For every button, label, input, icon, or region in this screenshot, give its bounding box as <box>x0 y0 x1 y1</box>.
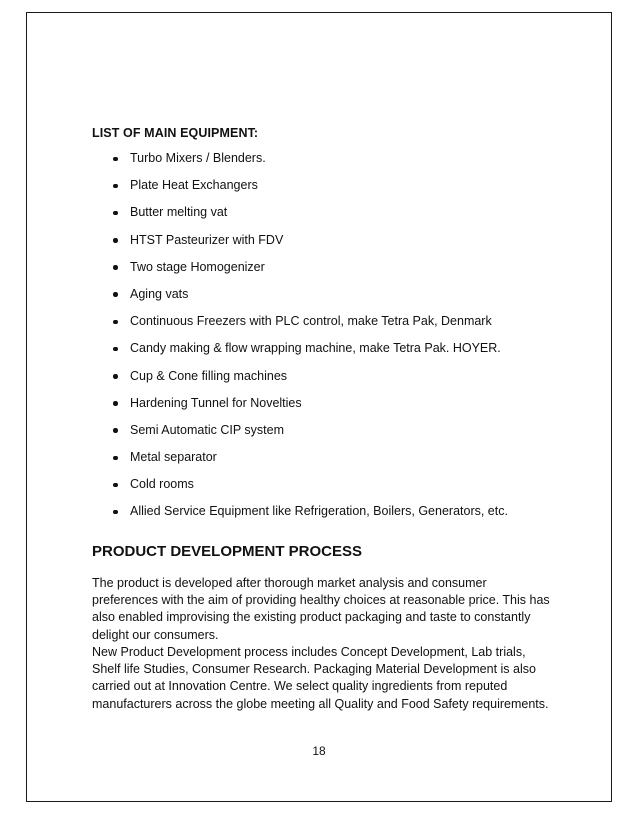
bullet-icon <box>113 292 118 297</box>
list-item-text: Aging vats <box>130 286 189 301</box>
equipment-heading: LIST OF MAIN EQUIPMENT: <box>92 126 259 140</box>
bullet-icon <box>113 483 118 488</box>
bullet-icon <box>113 374 118 379</box>
page-number: 18 <box>312 744 326 758</box>
product-development-paragraph-2: New Product Development process includes Concept Development, Lab trials, Shelf life Studies, Consumer Research. Packaging Material Development is also carried out at Innovation Centre. We select quality ingredients from reputed manufacturers across the globe meeting all Quality and Food Safety requirements. <box>92 645 549 711</box>
list-item-text: Cold rooms <box>130 477 194 492</box>
list-item-text: Butter melting vat <box>130 205 228 220</box>
bullet-icon <box>113 456 118 461</box>
list-item <box>110 390 508 417</box>
bullet-icon <box>113 184 118 189</box>
product-development-heading: PRODUCT DEVELOPMENT PROCESS <box>92 543 363 560</box>
list-item <box>110 308 508 335</box>
bullet-icon <box>113 510 118 515</box>
bullet-icon <box>113 428 118 433</box>
list-item <box>110 363 508 390</box>
list-item-text: Candy making & flow wrapping machine, make Tetra Pak. HOYER. <box>130 341 501 356</box>
bullet-icon <box>113 157 118 162</box>
list-item <box>110 335 508 362</box>
bullet-icon <box>113 265 118 270</box>
list-item-text: Hardening Tunnel for Novelties <box>130 395 302 410</box>
list-item <box>110 172 508 199</box>
list-item <box>110 471 508 498</box>
bullet-icon <box>113 347 118 352</box>
list-item-text: Cup & Cone filling machines <box>130 368 288 383</box>
list-item <box>110 227 508 254</box>
list-item <box>110 145 508 172</box>
list-item <box>110 498 508 525</box>
equipment-list <box>110 145 508 526</box>
list-item-text: Metal separator <box>130 450 217 465</box>
list-item <box>110 281 508 308</box>
bullet-icon <box>113 401 118 406</box>
bullet-icon <box>113 211 118 216</box>
list-item <box>110 417 508 444</box>
list-item-text: Two stage Homogenizer <box>130 259 265 274</box>
list-item-text: Plate Heat Exchangers <box>130 178 258 193</box>
list-item <box>110 444 508 471</box>
list-item <box>110 199 508 226</box>
bullet-icon <box>113 320 118 325</box>
bullet-icon <box>113 238 118 243</box>
list-item-text: Semi Automatic CIP system <box>130 422 284 437</box>
list-item-text: Allied Service Equipment like Refrigeration, Boilers, Generators, etc. <box>130 504 508 519</box>
list-item-text: HTST Pasteurizer with FDV <box>130 232 284 247</box>
product-development-paragraph-1: The product is developed after thorough market analysis and consumer preferences with the aim of providing healthy choices at reasonable price. This has also enabled improvising the existing product packaging and taste to constantly delight our consumers. <box>92 576 550 642</box>
list-item-text: Continuous Freezers with PLC control, make Tetra Pak, Denmark <box>130 314 492 329</box>
list-item <box>110 254 508 281</box>
list-item-text: Turbo Mixers / Blenders. <box>130 151 266 165</box>
